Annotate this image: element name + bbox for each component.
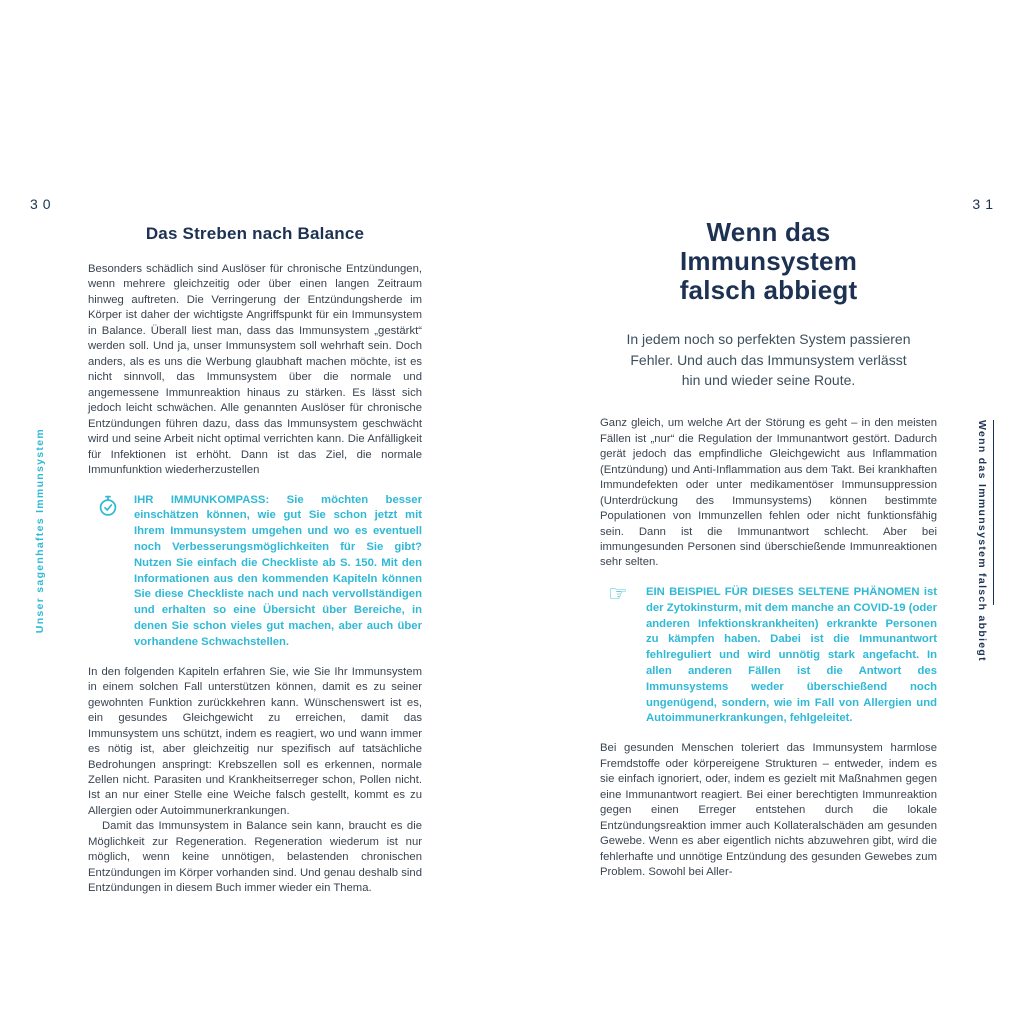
chapter-intro: In jedem noch so perfekten System passieren Fehler. Und auch das Immunsystem verlässt hin und wieder seine Route. (626, 331, 911, 388)
example-text (646, 585, 937, 727)
paragraph: Besonders schädlich sind Auslöser für chronische Entzündungen, wenn mehrere gleichzeitig oder über einen langen Zeitraum hinweg auftreten. Die Verringerung der Entzündungsherde im Körper ist daher der wichtigste Angriffspunkt für ein Immunsystem in Balance. Überall liest man, dass das Immunsystem „gestärkt“ werden soll. Und ja, unser Immunsystem soll wehrhaft sein. Doch anders, als es uns die Werbung glaubhaft machen möchte, ist es nicht sinnvoll, das Immunsystem über die normale und angemessene Immunreaktion hinaus zu stärken. Es lässt sich jedoch leicht schwächen. Alle genannten Auslöser für chronische Entzündungen führen dazu, dass das Immunsystem geschwächt wird und seine Arbeit nicht optimal verrichten kann. Die Anfälligkeit für Infektionen ist erhöht. Dann ist das Ziel, die normale Immunfunktion wiederherzustellen (88, 263, 422, 477)
paragraph: In den folgenden Kapiteln erfahren Sie, wie Sie Ihr Immunsystem in einem solchen Fall unterstützen können, damit es zu seiner gewohnten Funktion zurückkehren kann. Wünschenswert ist es, ein gesundes Gleichgewicht zu erreichen, damit das Immunsystem uns schützt, indem es reagiert, wo und wann immer es nötig ist, aber gleichzeitig nur spezifisch auf tatsächliche Bedrohungen anspringt: Krebszellen soll es erkennen, normale Zellen nicht. Parasiten und Krankheitserreger schon, Pollen nicht. Ist an nur einer Stelle eine Weiche falsch gestellt, kommt es zu Allergien oder Autoimmunerkrankungen. (88, 665, 422, 817)
chapter-heading-line1: Wenn das (706, 217, 831, 247)
section-heading-left: Das Streben nach Balance (145, 224, 365, 243)
chapter-tab-rule (993, 420, 994, 605)
chapter-heading-line3: falsch abbiegt (679, 275, 858, 306)
paragraph: Bei gesunden Menschen toleriert das Immunsystem harmlose Fremdstoffe oder körpereigene Strukturen – entweder, indem es sie einfach ignoriert, oder, indem es gezielt mit Maßnahmen gegen eine Immunantwort reagiert. Bei einer berechtigten Immunreaktion gegen einen Erreger entstehen durch die lokale Entzündungsreaktion immer auch Kollateralschäden am gesunden Gewebe. Wenn es aber eigentlich nichts abzuwehren gibt, wird die fehlerhafte und unnötige Entzündung des gesunden Gewebes zum Problem. Sowohl bei Aller- (600, 742, 937, 878)
immunkompass-body: Sie möchten besser einschätzen können, wie gut Sie schon jetzt mit Ihrem Immunsystem umgehen und wo es eventuell noch Verbesserungsmöglichkeiten für Sie gibt? Nutzen Sie einfach die Checkliste ab S. 150. Mit den Informationen aus den kommenden Kapiteln können Sie diese Checkliste nach und nach vervollständigen und erhalten so eine Übersicht über Bereiche, in denen Sie schon vieles gut machen, aber auch über vorhandene Schwachstellen. (134, 493, 422, 648)
immunkompass-text (134, 493, 422, 651)
chapter-heading-line2: Immunsystem (679, 246, 858, 277)
example-lead: EIN BEISPIEL FÜR DIESES SELTENE PHÄNOMEN (646, 585, 924, 598)
chapter-heading (600, 218, 937, 305)
page-right-content (600, 218, 937, 880)
immunkompass-lead: IHR IMMUNKOMPASS: (134, 493, 287, 506)
pointing-hand-icon: ☞ (608, 580, 628, 606)
chapter-tab-left: Unser sagenhaftes Immunsystem (34, 428, 46, 634)
paragraph: Damit das Immunsystem in Balance sein kann, braucht es die Möglichkeit zur Regeneration. Regeneration wiederum ist nur möglich, wenn keine unnötigen, belastenden chronischen Entzündungen im Körper vorhanden sind. Und genau deshalb sind Entzündungen in diesem Buch immer wieder ein Thema. (88, 820, 422, 895)
page-number-right: 31 (972, 196, 998, 212)
example-callout (600, 580, 937, 727)
page-left-content (88, 224, 422, 897)
page-number-left: 30 (30, 196, 56, 212)
stopwatch-icon (96, 494, 120, 518)
example-body: ist der Zytokinsturm, mit dem manche an COVID-19 (oder anderen Infektionskrankheiten) erkrankte Personen zu kämpfen haben. Dabei ist die Immunantwort fehlreguliert und wird unnötig stark angefacht. In allen anderen Fällen ist die Antwort des Immunsystems weder überschießend noch ungenügend, sondern, wie im Fall von Allergien und Autoimmunerkrankungen, fehlgeleitet. (646, 585, 937, 725)
spacer (600, 390, 937, 416)
paragraph: Ganz gleich, um welche Art der Störung es geht – in den meisten Fällen ist „nur“ die Regulation der Immunantwort gestört. Dadurch gerät jedoch das empfindliche Gleichgewicht aus Inflammation (Entzündung) und Anti-Inflammation aus dem Takt. Bei krankhaften Immundefekten oder unter medikamentöser Immunsuppression (Unterdrückung des Immunsystems) können bestimmte Populationen von Immunzellen fehlen oder nicht funktionsfähig sein. Dann ist die Immunantwort schlecht. Aber bei immungesunden Personen sind überschießende Immunreaktionen sehr selten. (600, 417, 937, 569)
chapter-tab-right: Wenn das Immunsystem falsch abbiegt (976, 420, 988, 662)
immunkompass-callout (88, 493, 422, 651)
